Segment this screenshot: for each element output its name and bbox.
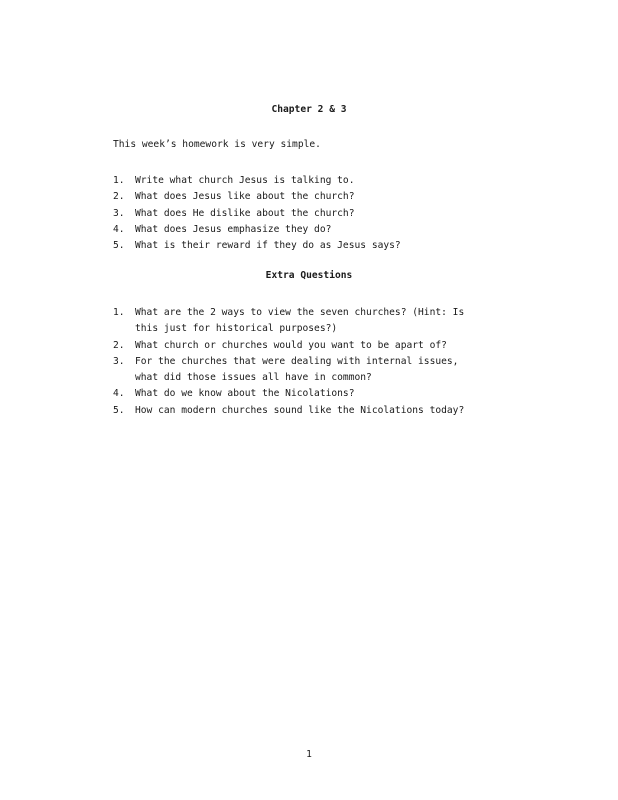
list-item: [113, 354, 533, 387]
list-item: [113, 206, 533, 222]
list-item: [113, 222, 533, 238]
list-item: [113, 189, 533, 205]
list-item-text: What does Jesus like about the church?: [135, 191, 355, 203]
intro-text: This week’s homework is very simple.: [113, 139, 321, 150]
list-item: [113, 338, 533, 354]
extra-questions-heading: Extra Questions: [265, 270, 353, 281]
list-number: 3.: [113, 355, 125, 367]
list-item: [113, 403, 533, 419]
list-item: [113, 173, 533, 189]
list-item-text: What church or churches would you want to be apart of?: [135, 339, 447, 351]
list-item-text: Write what church Jesus is talking to.: [135, 175, 355, 186]
list-number: 3.: [113, 207, 125, 219]
extra-questions-list: [113, 305, 533, 419]
page-number: 1: [306, 749, 312, 760]
list-item-text: What does He dislike about the church?: [135, 207, 355, 219]
list-number: 4.: [113, 223, 125, 235]
list-item-text: For the churches that were dealing with internal issues, what did those issues all have in common?: [135, 355, 459, 384]
list-item-text: What does Jesus emphasize they do?: [135, 223, 332, 235]
list-number: 5.: [113, 240, 125, 252]
list-item-text: What are the 2 ways to view the seven churches? (Hint: Is this just for historical purposes?): [135, 307, 465, 335]
list-number: 1.: [113, 175, 125, 186]
list-number: 4.: [113, 388, 125, 400]
list-item-text: What is their reward if they do as Jesus says?: [135, 240, 401, 252]
list-number: 2.: [113, 191, 125, 203]
list-number: 1.: [113, 307, 125, 318]
list-item: [113, 238, 533, 254]
list-item: [113, 386, 533, 402]
homework-list: [113, 173, 533, 254]
list-item: [113, 305, 533, 338]
list-number: 2.: [113, 339, 125, 351]
document-title: Chapter 2 & 3: [271, 104, 347, 115]
list-number: 5.: [113, 404, 125, 416]
list-item-text: How can modern churches sound like the Nicolations today?: [135, 404, 465, 416]
list-item-text: What do we know about the Nicolations?: [135, 388, 355, 400]
